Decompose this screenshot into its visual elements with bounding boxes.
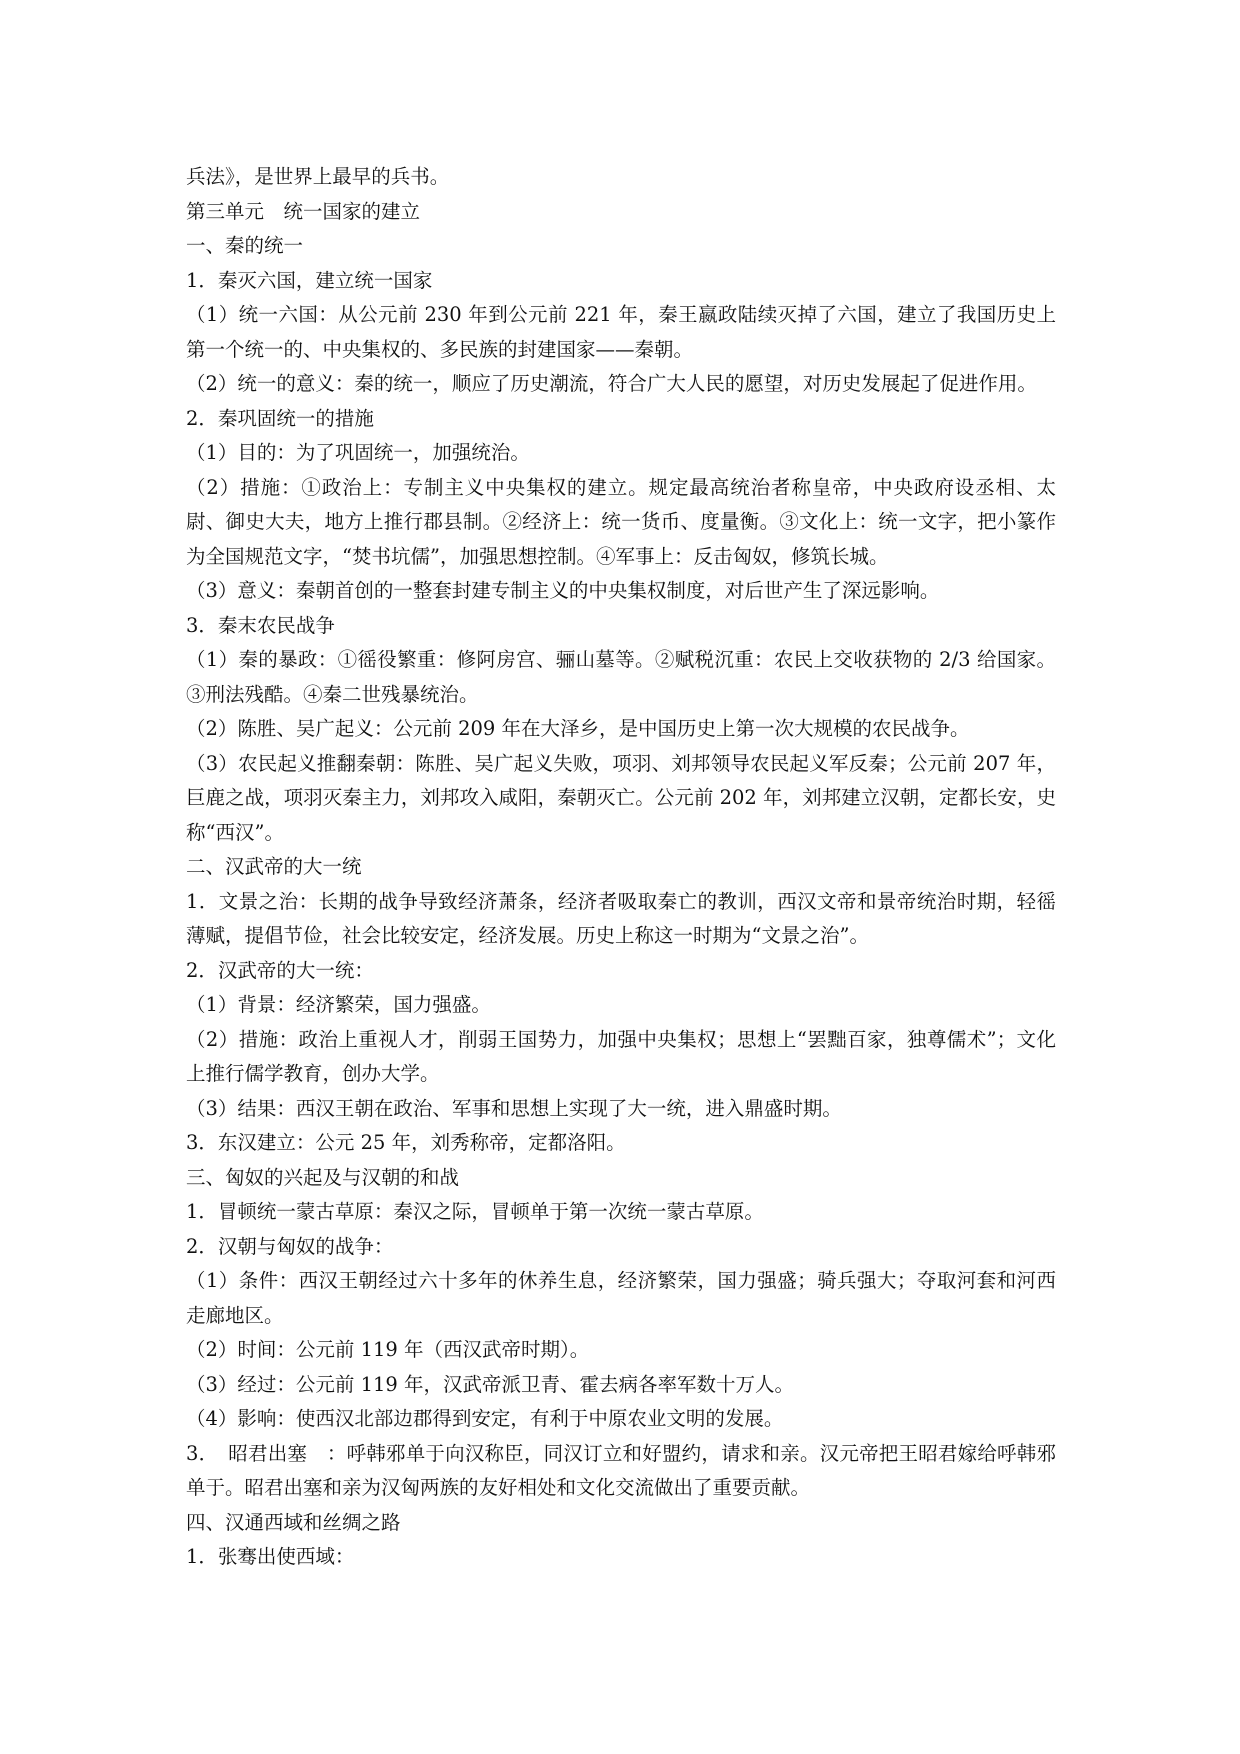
section-heading-2: 二、汉武帝的大一统 xyxy=(186,855,362,878)
subheading-2-2: 2．汉武帝的大一统： xyxy=(186,958,374,982)
paragraph-7: （1）秦的暴政：①徭役繁重：修阿房宫、骊山墓等。②赋税沉重：农民上交收获物的 2/3 给国家。③刑法残酷。④秦二世残暴统治。 xyxy=(186,648,1056,706)
subheading-1-2: 2．秦巩固统一的措施 xyxy=(186,406,374,430)
section-heading-4: 四、汉通西域和丝绸之路 xyxy=(186,1510,401,1534)
paragraph-8: （2）陈胜、吴广起义：公元前 209 年在大泽乡，是中国历史上第一次大规模的农民战争。 xyxy=(186,717,970,740)
paragraph-17: （2）时间：公元前 119 年（西汉武帝时期）。 xyxy=(186,1338,590,1361)
paragraph-11: （1）背景：经济繁荣，国力强盛。 xyxy=(186,993,491,1016)
subheading-1-3: 3．秦末农民战争 xyxy=(186,613,335,637)
paragraph-18: （3）经过：公元前 119 年，汉武帝派卫青、霍去病各率军数十万人。 xyxy=(186,1372,795,1396)
paragraph-13: （3）结果：西汉王朝在政治、军事和思想上实现了大一统，进入鼎盛时期。 xyxy=(186,1096,842,1120)
paragraph-9: （3）农民起义推翻秦朝：陈胜、吴广起义失败，项羽、刘邦领导农民起义军反秦；公元前 207 年，巨鹿之战，项羽灭秦主力，刘邦攻入咸阳，秦朝灭亡。公元前 202 年，刘邦建立汉朝，定都长安，史称“西汉”。 xyxy=(186,751,1056,844)
paragraph-6: （3）意义：秦朝首创的一整套封建专制主义的中央集权制度，对后世产生了深远影响。 xyxy=(186,579,940,602)
paragraph-19: （4）影响：使西汉北部边郡得到安定，有利于中原农业文明的发展。 xyxy=(186,1407,784,1430)
section-heading-3: 三、匈奴的兴起及与汉朝的和战 xyxy=(186,1165,460,1189)
paragraph-16: （1）条件：西汉王朝经过六十多年的休养生息，经济繁荣，国力强盛；骑兵强大；夺取河套和河西走廊地区。 xyxy=(186,1269,1056,1327)
paragraph-3: （2）统一的意义：秦的统一，顺应了历史潮流，符合广大人民的愿望，对历史发展起了促进作用。 xyxy=(186,372,1037,395)
paragraph-1: 兵法》，是世界上最早的兵书。 xyxy=(186,165,450,188)
subheading-3-2: 2．汉朝与匈奴的战争： xyxy=(186,1234,394,1258)
paragraph-5: （2）措施：①政治上：专制主义中央集权的建立。规定最高统治者称皇帝，中央政府设丞相、太尉、御史大夫，地方上推行郡县制。②经济上：统一货币、度量衡。③文化上：统一文字，把小篆作为全国规范文字，“焚书坑儒”，加强思想控制。④军事上：反击匈奴，修筑长城。 xyxy=(186,475,1056,568)
subheading-4-1: 1．张骞出使西域： xyxy=(186,1545,355,1568)
paragraph-4: （1）目的：为了巩固统一，加强统治。 xyxy=(186,441,530,464)
document-body xyxy=(186,160,1056,1575)
paragraph-10: 1．文景之治：长期的战争导致经济萧条，经济者吸取秦亡的教训，西汉文帝和景帝统治时期，轻徭薄赋，提倡节俭，社会比较安定，经济发展。历史上称这一时期为“文景之治”。 xyxy=(186,889,1056,947)
paragraph-15: 1．冒顿统一蒙古草原：秦汉之际，冒顿单于第一次统一蒙古草原。 xyxy=(186,1200,764,1223)
paragraph-2: （1）统一六国：从公元前 230 年到公元前 221 年，秦王嬴政陆续灭掉了六国，建立了我国历史上第一个统一的、中央集权的、多民族的封建国家——秦朝。 xyxy=(186,303,1056,361)
section-heading-1: 一、秦的统一 xyxy=(186,234,304,257)
unit-heading: 第三单元 统一国家的建立 xyxy=(186,199,421,223)
paragraph-20: 3． 昭君出塞 ：呼韩邪单于向汉称臣，同汉订立和好盟约，请求和亲。汉元帝把王昭君嫁给呼韩邪单于。昭君出塞和亲为汉匈两族的友好相处和文化交流做出了重要贡献。 xyxy=(186,1441,1056,1499)
paragraph-14: 3．东汉建立：公元 25 年，刘秀称帝，定都洛阳。 xyxy=(186,1131,626,1154)
subheading-1-1: 1．秦灭六国，建立统一国家 xyxy=(186,268,433,292)
paragraph-12: （2）措施：政治上重视人才，削弱王国势力，加强中央集权；思想上“罢黜百家，独尊儒术”；文化上推行儒学教育，创办大学。 xyxy=(186,1027,1056,1085)
